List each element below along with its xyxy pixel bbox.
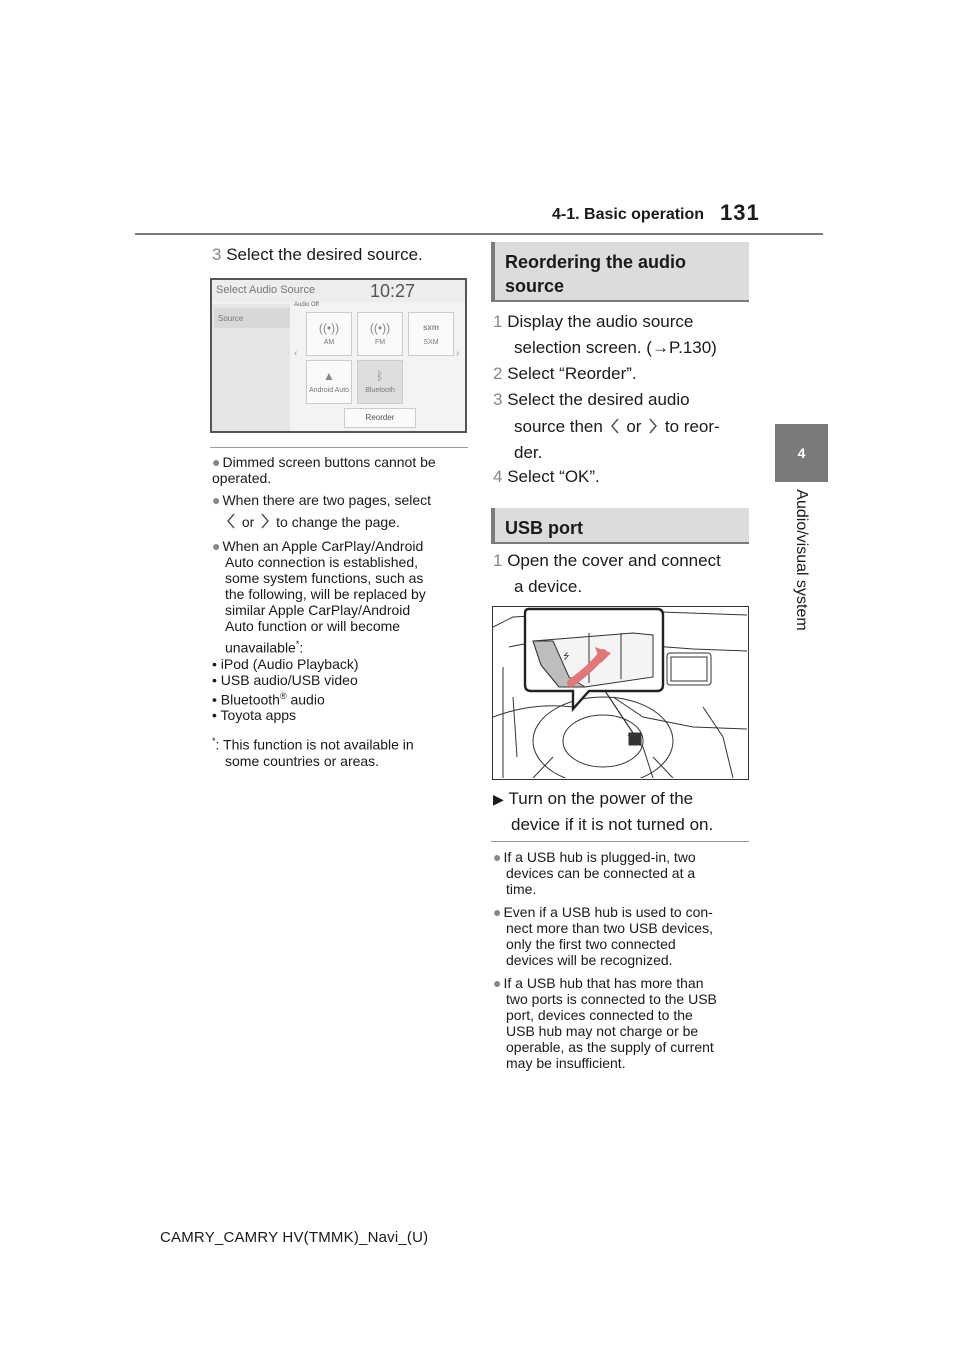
note-line: Auto function or will become <box>225 618 401 634</box>
screen-title: Select Audio Source <box>216 284 316 296</box>
step-number: 3 <box>212 245 222 264</box>
audio-source-screen <box>210 278 467 433</box>
chapter-tab: 4 <box>775 424 828 482</box>
note-text: If a USB hub that has more than <box>503 975 704 991</box>
list-text: • Bluetooth <box>212 691 280 708</box>
footnote-text: : This function is not available in <box>215 736 414 753</box>
svg-text:⭍: ⭍ <box>563 652 570 661</box>
page-right-icon[interactable]: › <box>456 348 460 359</box>
triangle-bullet-icon: ▶ <box>493 791 504 807</box>
header-rule <box>135 233 823 235</box>
reorder-step-3 <box>493 387 755 466</box>
document-footer: CAMRY_CAMRY HV(TMMK)_Navi_(U) <box>160 1229 429 1246</box>
step-text: or <box>626 417 642 436</box>
note-text: : <box>299 639 304 656</box>
note-text: When an Apple CarPlay/Android <box>222 538 424 554</box>
heading-line: source <box>505 276 565 296</box>
note-line: only the first two connected <box>506 936 676 952</box>
step-text: source then <box>514 417 603 436</box>
step-text: Display the audio source <box>507 312 694 331</box>
section-title: 4-1. Basic operation <box>552 206 705 223</box>
note-text: If a USB hub is plugged-in, two <box>503 849 696 865</box>
note-line: Auto connection is established, <box>225 554 419 570</box>
footnote-mark: * <box>295 639 300 649</box>
note-carplay <box>212 538 470 769</box>
usb-note-supply <box>493 975 755 1071</box>
step-text: Select “OK”. <box>507 467 600 486</box>
note-line <box>212 636 470 656</box>
note-text: When there are two pages, select <box>222 492 432 508</box>
step-text: to reor- <box>664 417 720 436</box>
reorder-step-2 <box>493 361 637 387</box>
note-text: Dimmed screen buttons cannot be operated. <box>212 454 436 486</box>
reorder-step-4 <box>493 464 600 490</box>
chapter-label: Audio/visual system <box>793 489 810 631</box>
chevron-right-icon <box>258 512 272 530</box>
android-auto-icon: ▲ <box>323 369 335 383</box>
radio-icon: ((•)) <box>369 321 391 335</box>
note-text: or <box>241 514 255 530</box>
note-line: some system functions, such as <box>225 570 424 586</box>
reorder-button[interactable]: Reorder <box>344 408 416 428</box>
tile-bluetooth[interactable] <box>357 360 403 404</box>
step-3 <box>212 242 423 268</box>
reorder-step-1 <box>493 309 753 361</box>
chevron-left-icon <box>608 417 622 435</box>
bullet-dot: ● <box>212 492 221 508</box>
step-text: Select the desired audio <box>507 390 690 409</box>
bullet-dot: ● <box>493 849 502 865</box>
note-pages <box>212 492 470 508</box>
note-line: devices will be recognized. <box>506 952 673 968</box>
usb-note-two-devices <box>493 904 755 968</box>
audio-status: Audio Off <box>294 302 319 308</box>
note-pages-line2 <box>224 512 400 530</box>
note-line: the following, will be replaced by <box>225 586 426 602</box>
bullet-dot: ● <box>212 454 221 470</box>
screen-clock: 10:27 <box>370 281 416 301</box>
list-item: • Toyota apps <box>212 707 297 724</box>
note-line: port, devices connected to the <box>506 1007 693 1023</box>
list-item <box>212 688 470 708</box>
footnote-line: some countries or areas. <box>225 752 380 769</box>
note-line: similar Apple CarPlay/Android <box>225 602 411 618</box>
tile-label: SXM <box>423 339 439 346</box>
bluetooth-icon: ᛒ <box>376 369 384 383</box>
note-line: two ports is connected to the USB <box>506 991 717 1007</box>
note-text: Even if a USB hub is used to con- <box>503 904 713 920</box>
heading-line: Reordering the audio <box>505 252 687 272</box>
list-item: • iPod (Audio Playback) <box>212 655 359 672</box>
dashboard-drawing <box>493 607 747 778</box>
note-line: USB hub may not charge or be <box>506 1023 699 1039</box>
usb-port-illustration <box>492 606 749 780</box>
chevron-right-icon <box>646 417 660 435</box>
step-text: a device. <box>514 577 583 596</box>
bullet-dot: ● <box>212 538 221 554</box>
note-line: nect more than two USB devices, <box>506 920 713 936</box>
registered-mark: ® <box>279 690 287 701</box>
tile-label: Bluetooth <box>365 387 395 394</box>
tile-fm[interactable] <box>357 312 403 356</box>
tile-sxm[interactable] <box>408 312 454 356</box>
page-left-icon[interactable]: ‹ <box>294 348 298 359</box>
bullet-dot: ● <box>493 904 502 920</box>
step-number: 1 <box>493 551 503 570</box>
satellite-icon: sxm <box>422 323 439 332</box>
usb-bullet <box>493 786 755 838</box>
bullet-text: device if it is not turned on. <box>511 815 714 834</box>
source-button-label: Source <box>218 314 244 323</box>
list-item: • USB audio/USB video <box>212 671 358 688</box>
tile-label: Android Auto <box>308 387 350 394</box>
note-line: time. <box>506 881 537 897</box>
usb-step-1 <box>493 548 755 600</box>
bullet-dot: ● <box>493 975 502 991</box>
tile-label: FM <box>374 339 386 346</box>
step-text: Select “Reorder”. <box>507 364 637 383</box>
note-line: may be insufficient. <box>506 1055 626 1071</box>
radio-icon: ((•)) <box>318 321 340 335</box>
note-line: devices can be connected at a <box>506 865 696 881</box>
tile-label: AM <box>323 339 335 346</box>
step-number: 4 <box>493 467 503 486</box>
chevron-left-icon <box>224 512 238 530</box>
footnote-mark: * <box>212 736 216 747</box>
usb-notes-rule <box>491 841 749 842</box>
note-line: operable, as the supply of current <box>506 1039 714 1055</box>
section-heading-reorder <box>491 242 749 302</box>
step-text: der. <box>514 443 543 462</box>
notes-rule <box>210 447 468 448</box>
usb-note-hub <box>493 849 755 897</box>
step-text: Select the desired source. <box>226 245 423 264</box>
list-text: audio <box>286 691 325 708</box>
note-dimmed <box>212 454 470 486</box>
step-text: Open the cover and connect <box>507 551 721 570</box>
note-text: unavailable <box>225 639 296 656</box>
step-number: 3 <box>493 390 503 409</box>
step-text: selection screen. (→P.130) <box>514 338 717 357</box>
step-number: 2 <box>493 364 503 383</box>
footnote <box>212 733 470 753</box>
section-heading-usb: USB port <box>491 508 749 544</box>
step-number: 1 <box>493 312 503 331</box>
note-text: to change the page. <box>276 514 400 530</box>
bullet-text: Turn on the power of the <box>508 789 694 808</box>
tile-am[interactable] <box>306 312 352 356</box>
page-number: 131 <box>720 200 760 225</box>
tile-android-auto[interactable] <box>306 360 352 404</box>
